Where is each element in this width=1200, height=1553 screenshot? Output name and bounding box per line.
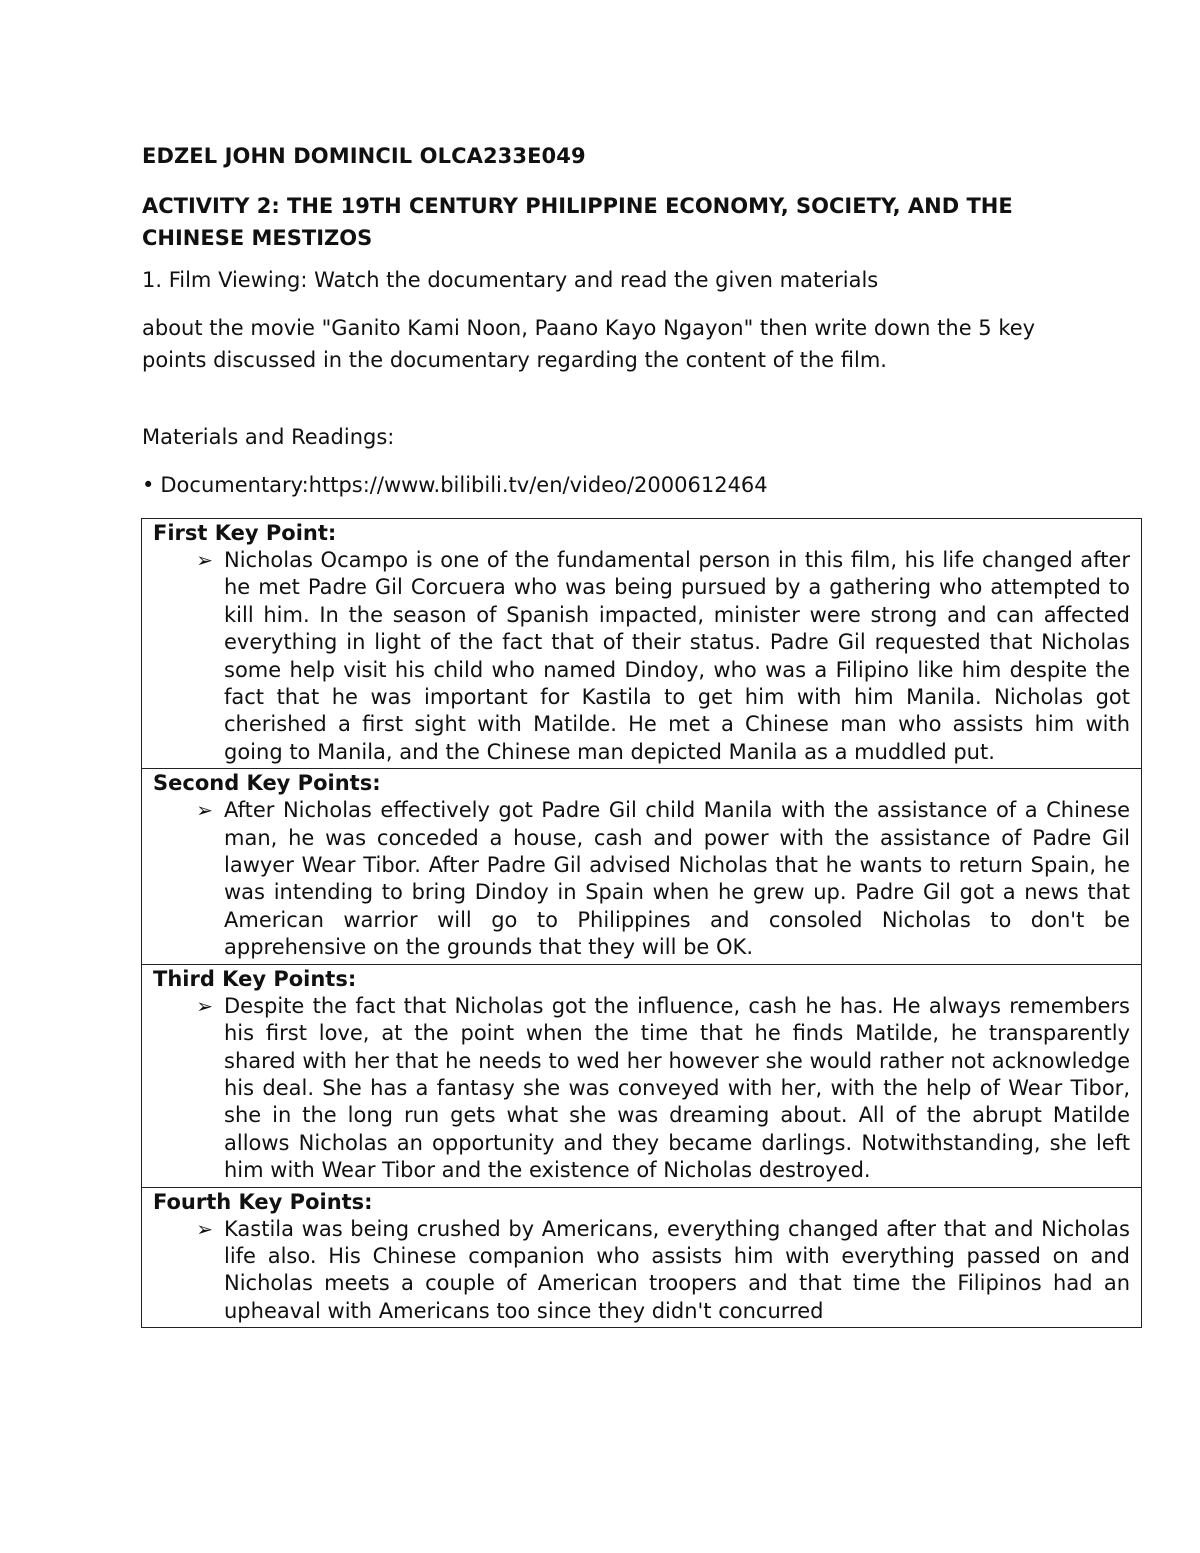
- documentary-line: [142, 473, 768, 497]
- key-point-text-3: Despite the fact that Nicholas got the influence, cash he has. He always remembers his first love, at the point when the time that he finds Matilde, he transparently shared with her that he needs to wed her however she would rather not acknowledge his deal. She has a fantasy she was conveyed with her, with the help of Wear Tibor, she in the long run gets what she was dreaming about. All of the abrupt Matilde allows Nicholas an opportunity and they became darlings. Notwithstanding, she left him with Wear Tibor and the existence of Nicholas destroyed.: [224, 993, 1130, 1183]
- arrow-bullet-icon: ➢: [196, 548, 213, 572]
- arrow-bullet-icon: ➢: [196, 798, 213, 823]
- arrow-bullet-icon: ➢: [196, 993, 213, 1018]
- documentary-label: Documentary:: [160, 473, 309, 497]
- key-point-heading-3: Third Key Points:: [153, 966, 357, 991]
- activity-title: ACTIVITY 2: THE 19TH CENTURY PHILIPPINE ECONOMY, SOCIETY, AND THE CHINESE MESTIZOS: [142, 194, 1013, 250]
- key-point-text-4: Kastila was being crushed by Americans, everything changed after that and Nicholas life also. His Chinese companion who assists him with everything passed on and Nicholas meets a couple of American troopers and that time the Filipinos had an upheaval with Americans too since they didn't concurred: [224, 1216, 1130, 1323]
- instruction-line-2: about the movie "Ganito Kami Noon, Paano Kayo Ngayon" then write down the 5 key points discussed in the documentary regarding the content of the film.: [142, 316, 1036, 372]
- bullet-icon: •: [142, 473, 155, 497]
- key-point-heading-1: First Key Point:: [153, 521, 337, 545]
- key-point-text-1: Nicholas Ocampo is one of the fundamental person in this film, his life changed after he met Padre Gil Corcuera who was being pursued by a gathering who attempted to kill him. In the season of Spanish impacted, minister were strong and can affected everything in light of the fact that of their status. Padre Gil requested that Nicholas some help visit his child who named Dindoy, who was a Filipino like him despite the fact that he was important for Kastila to get him with him Manila. Nicholas got cherished a first sight with Matilde. He met a Chinese man who assists him with going to Manila, and the Chinese man depicted Manila as a muddled put.: [224, 548, 1130, 764]
- key-points-table: [141, 518, 1142, 1328]
- key-point-cell-4: [142, 1187, 1142, 1328]
- key-point-cell-3: [142, 964, 1142, 1187]
- key-point-row-2: [142, 769, 1142, 964]
- key-point-cell-2: [142, 769, 1142, 964]
- key-point-row-1: [142, 519, 1142, 769]
- arrow-bullet-icon: ➢: [196, 1216, 213, 1241]
- documentary-link[interactable]: https://www.bilibili.tv/en/video/2000612464: [308, 473, 768, 497]
- key-point-row-3: [142, 964, 1142, 1187]
- key-point-heading-4: Fourth Key Points:: [153, 1189, 373, 1214]
- key-point-row-4: [142, 1187, 1142, 1328]
- materials-label: Materials and Readings:: [142, 425, 395, 449]
- student-name-id: EDZEL JOHN DOMINCIL OLCA233E049: [142, 144, 586, 168]
- key-point-text-2: After Nicholas effectively got Padre Gil child Manila with the assistance of a Chinese man, he was conceded a house, cash and power with the assistance of Padre Gil lawyer Wear Tibor. After Padre Gil advised Nicholas that he wants to return Spain, he was intending to bring Dindoy in Spain when he grew up. Padre Gil got a news that American warrior will go to Philippines and consoled Nicholas to don't be apprehensive on the grounds that they will be OK.: [224, 798, 1130, 960]
- key-point-heading-2: Second Key Points:: [153, 771, 381, 796]
- instruction-line-1: 1. Film Viewing: Watch the documentary and read the given materials: [142, 268, 879, 292]
- key-point-cell-1: [142, 519, 1142, 769]
